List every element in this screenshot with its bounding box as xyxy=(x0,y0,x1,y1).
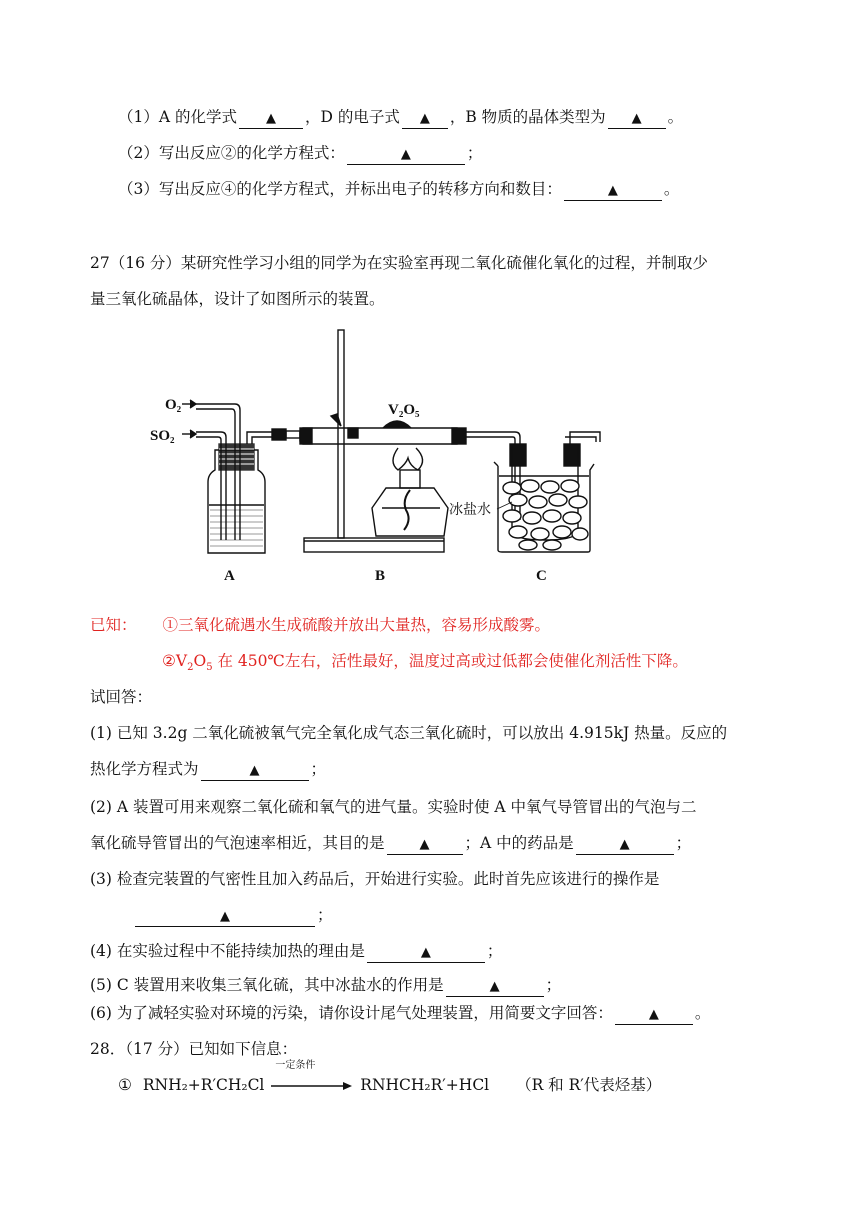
answer-blank[interactable] xyxy=(615,1004,693,1025)
answer-blank[interactable] xyxy=(135,906,315,927)
q28-note: （R 和 R′代表烃基） xyxy=(516,1076,662,1094)
q27-4-text: (4) 在实验过程中不能持续加热的理由是 xyxy=(90,942,365,960)
o2-label: O₂ xyxy=(165,397,182,413)
answer-blank[interactable] xyxy=(446,976,544,997)
q27-5-end: ； xyxy=(545,976,562,994)
known-item-2-sub2: 5 xyxy=(206,662,213,674)
triangle-icon: ▲ xyxy=(631,111,642,126)
q27-2-line-b xyxy=(90,832,691,855)
q27-4-end: ； xyxy=(486,942,503,960)
known-item-2-sub: 2 xyxy=(187,662,194,674)
triangle-icon: ▲ xyxy=(420,945,431,960)
q28-reaction-1 xyxy=(118,1060,662,1097)
q27-6-line xyxy=(90,1002,710,1025)
triangle-icon: ▲ xyxy=(419,837,430,852)
q26-line-1 xyxy=(118,106,683,129)
answer-label: 试回答： xyxy=(90,688,153,706)
answer-blank[interactable] xyxy=(608,108,666,129)
label-a: A xyxy=(224,568,235,584)
q26-line-3 xyxy=(118,178,679,201)
q26-2-end: ； xyxy=(466,144,483,162)
arrow-icon xyxy=(271,1081,353,1091)
q27-intro-1: 27（16 分）某研究性学习小组的同学为在实验室再现二氧化硫催化氧化的过程，并制取少 xyxy=(90,254,708,272)
q26-line-2 xyxy=(118,142,482,165)
q28-reactants: RNH₂+R′CH₂Cl xyxy=(142,1076,265,1094)
triangle-icon: ▲ xyxy=(489,979,500,994)
q27-5-text: (5) C 装置用来收集三氧化硫，其中冰盐水的作用是 xyxy=(90,976,444,994)
q27-5-line xyxy=(90,974,561,997)
apparatus-a xyxy=(196,404,300,553)
so2-label: SO₂ xyxy=(150,428,175,444)
q27-6-end: 。 xyxy=(694,1004,711,1022)
known-item-1: ①三氧化硫遇水生成硫酸并放出大量热，容易形成酸雾。 xyxy=(162,616,551,634)
known-label: 已知： xyxy=(90,616,137,634)
known-item-2-b: O xyxy=(193,652,207,670)
catalyst-label: V₂O₅ xyxy=(388,402,420,418)
q26-1-text-a: （1）A 的化学式 xyxy=(118,108,237,126)
q27-4-line xyxy=(90,940,502,963)
label-c: C xyxy=(536,568,547,584)
answer-blank[interactable] xyxy=(347,144,465,165)
q26-1-text-c: ，B 物质的晶体类型为 xyxy=(449,108,606,126)
known-line-1 xyxy=(90,614,550,636)
label-b: B xyxy=(375,568,386,584)
answer-blank[interactable] xyxy=(576,834,674,855)
q26-1-text-b: ，D 的电子式 xyxy=(304,108,400,126)
answer-blank[interactable] xyxy=(402,108,448,129)
triangle-icon: ▲ xyxy=(619,837,630,852)
answer-blank[interactable] xyxy=(239,108,303,129)
beaker-c xyxy=(494,432,600,552)
q27-3-line-b xyxy=(133,904,333,927)
q28-products: RNHCH₂R′+HCl xyxy=(360,1076,490,1094)
q26-2-text: （2）写出反应②的化学方程式： xyxy=(118,144,345,162)
triangle-icon: ▲ xyxy=(249,763,260,778)
q27-1-end: ； xyxy=(310,760,327,778)
q26-3-text: （3）写出反应④的化学方程式，并标出电子的转移方向和数目： xyxy=(118,180,562,198)
q27-2-text-a: 氧化硫导管冒出的气泡速率相近，其目的是 xyxy=(90,834,385,852)
q27-1-line-b xyxy=(90,758,326,781)
q27-6-text: (6) 为了减轻实验对环境的污染，请你设计尾气处理装置，用简要文字回答： xyxy=(90,1004,613,1022)
triangle-icon: ▲ xyxy=(607,183,618,198)
known-line-2 xyxy=(162,650,688,679)
q26-1-text-d: 。 xyxy=(667,108,684,126)
q28-item-number: ① xyxy=(118,1076,132,1094)
reaction-condition: 一定条件 xyxy=(275,1060,316,1071)
q27-2-line-a: (2) A 装置可用来观察二氧化硫和氧气的进气量。实验时使 A 中氧气导管冒出的气泡与二 xyxy=(90,798,697,816)
answer-blank[interactable] xyxy=(201,760,309,781)
apparatus-figure xyxy=(150,325,610,590)
q27-1-text: 热化学方程式为 xyxy=(90,760,199,778)
known-item-2-a: ②V xyxy=(162,652,188,670)
q27-intro-2: 量三氧化硫晶体，设计了如图所示的装置。 xyxy=(90,290,385,308)
q27-3-line-a: (3) 检查完装置的气密性且加入药品后，开始进行实验。此时首先应该进行的操作是 xyxy=(90,870,660,888)
q27-2-text-b: ；A 中的药品是 xyxy=(464,834,574,852)
q26-3-end: 。 xyxy=(663,180,680,198)
q27-3-end: ； xyxy=(317,906,333,924)
triangle-icon: ▲ xyxy=(265,111,276,126)
q28-title: 28．（17 分）已知如下信息： xyxy=(90,1040,298,1058)
answer-blank[interactable] xyxy=(387,834,463,855)
triangle-icon: ▲ xyxy=(220,909,230,924)
triangle-icon: ▲ xyxy=(648,1007,659,1022)
q27-1-line-a: (1) 已知 3.2g 二氧化硫被氧气完全氧化成气态三氧化硫时，可以放出 4.915kJ 热量。反应的 xyxy=(90,724,728,742)
answer-blank[interactable] xyxy=(564,180,662,201)
alcohol-lamp xyxy=(372,448,448,536)
triangle-icon: ▲ xyxy=(419,111,430,126)
q27-2-end: ； xyxy=(675,834,692,852)
ice-salt-water-label: 冰盐水 xyxy=(449,502,491,518)
known-item-2-c: 在 450℃左右，活性最好，温度过高或过低都会使催化剂活性下降。 xyxy=(212,652,688,670)
reaction-arrow xyxy=(271,1060,353,1097)
triangle-icon: ▲ xyxy=(400,147,411,162)
answer-blank[interactable] xyxy=(367,942,485,963)
